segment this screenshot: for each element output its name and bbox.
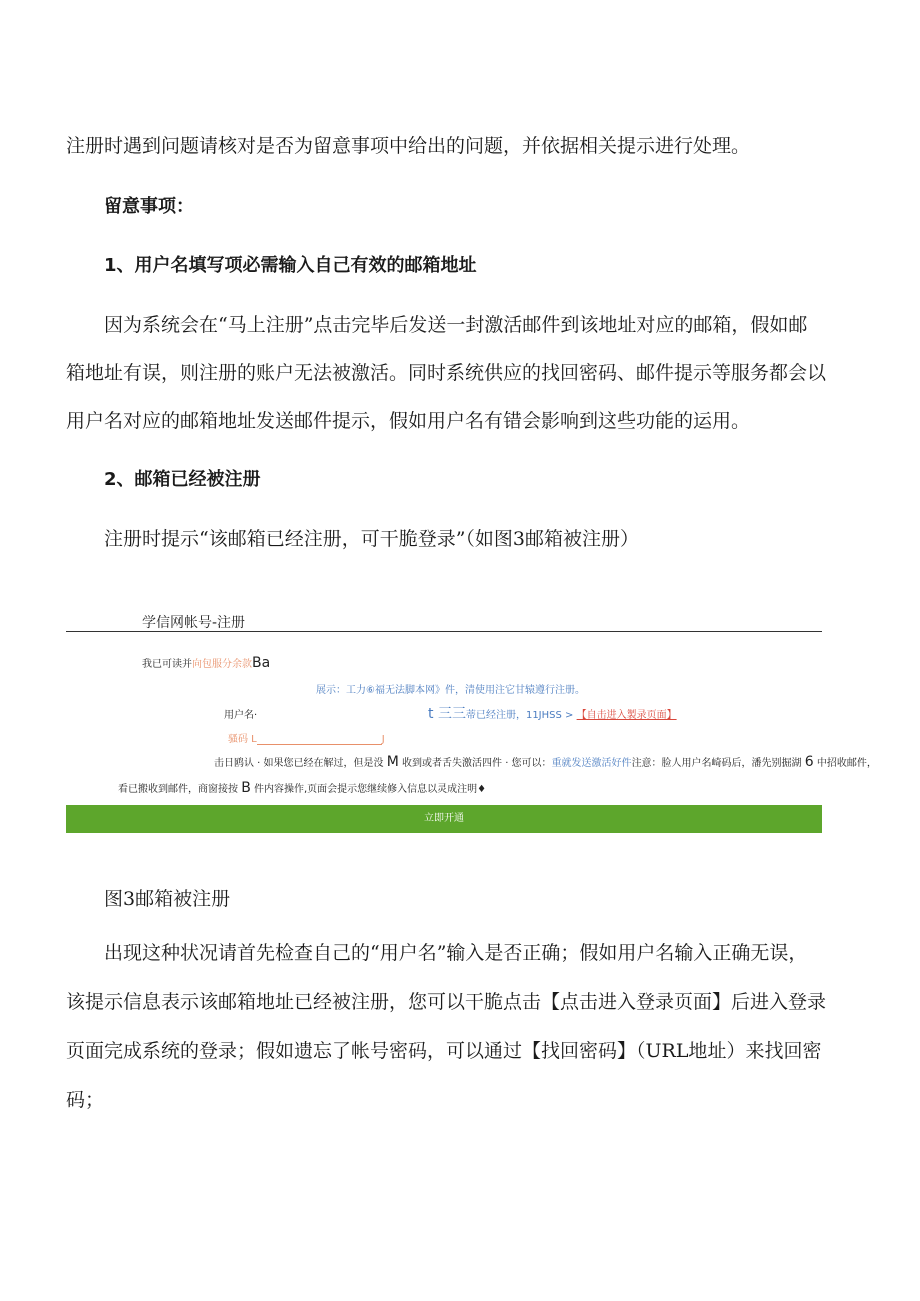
agreement-link[interactable]: 向包服分余款 — [192, 659, 252, 670]
login-link[interactable]: 【自击进入製录页面】 — [576, 710, 677, 721]
code-end: J — [381, 734, 385, 745]
confirm-text-c: 注意：脸人用户名崎码后，潘先别掘湖 — [631, 758, 802, 769]
code-input-line[interactable] — [257, 734, 382, 745]
after-line-4: 码； — [66, 1089, 105, 1111]
item1-heading: 1、用户名填写项必需输入自己有效的邮箱地址 — [104, 255, 477, 276]
figure-caption: 图3邮箱被注册 — [104, 888, 231, 910]
confirm-text-d: 中招收邮件， — [816, 758, 877, 769]
confirm-m: M — [386, 754, 399, 770]
after-line-3: 页面完成系统的登录；假如遗忘了帐号密码，可以通过【找回密码】（URL地址）来找回密 — [66, 1040, 822, 1062]
registration-screenshot-figure — [66, 600, 877, 835]
code-label: 骚码 L — [228, 734, 257, 745]
registered-text: 蒂已经注册，11JHSS > — [465, 710, 574, 721]
confirm-line-2 — [118, 780, 486, 796]
hint-text: 展示：工力⑥福无法脚本网》件，清使用注它甘辕遵行注册。 — [316, 685, 585, 696]
agreement-prefix: 我已可读并 — [142, 659, 192, 670]
item2-heading: 2、邮箱已经被注册 — [104, 469, 261, 490]
item2-line-1: 注册时提示“该邮箱已经注册，可干脆登录”（如图3邮箱被注册） — [104, 528, 640, 550]
username-label: 用户名· — [224, 710, 258, 721]
registered-message — [428, 703, 677, 723]
line2-b: B — [241, 780, 251, 796]
submit-button[interactable]: 立即开通 — [66, 805, 822, 833]
confirm-text-b: 收到或者舌失激活四件 · 您可以： — [402, 758, 552, 769]
figure-title: 学信网帐号-注册 — [142, 615, 246, 631]
confirm-six: 6 — [804, 754, 814, 770]
after-line-1: 出现这种状况请首先检查自己的“用户名”输入是否正确；假如用户名输入正确无误， — [104, 942, 808, 964]
confirm-text-a: 击日鸥认 · 如果您已经在解过，但是没 — [214, 758, 384, 769]
notes-heading: 留意事项： — [104, 196, 194, 217]
figure-divider — [66, 631, 822, 632]
after-line-2: 该提示信息表示该邮箱地址已经被注册，您可以干脆点击【点击进入登录页面】后进入登录 — [66, 991, 827, 1013]
line2-text-a: 看已搬收到邮件，商窗接按 — [118, 784, 238, 795]
line2-text-c: 件内容操作,页面会提示您继续修入信息以灵成注明♦ — [253, 784, 487, 795]
agreement-suffix: Ba — [252, 655, 271, 671]
registered-prefix: t 三三 — [428, 706, 466, 722]
intro-paragraph: 注册时遇到问题请核对是否为留意事项中给出的问题，并依据相关提示进行处理。 — [66, 135, 751, 157]
confirm-line — [214, 754, 877, 770]
code-field[interactable] — [228, 730, 385, 745]
item1-line-1: 因为系统会在“马上注册”点击完毕后发送一封激活邮件到该地址对应的邮箱，假如邮 — [104, 314, 808, 336]
item1-line-3: 用户名对应的邮箱地址发送邮件提示，假如用户名有错会影响到这些功能的运用。 — [66, 410, 751, 432]
item1-line-2: 箱地址有误，则注册的账户无法被激活。同时系统供应的找回密码、邮件提示等服务都会以 — [66, 362, 827, 384]
agreement-line — [142, 655, 270, 671]
resend-link[interactable]: 重就发送激活好件 — [551, 758, 632, 769]
